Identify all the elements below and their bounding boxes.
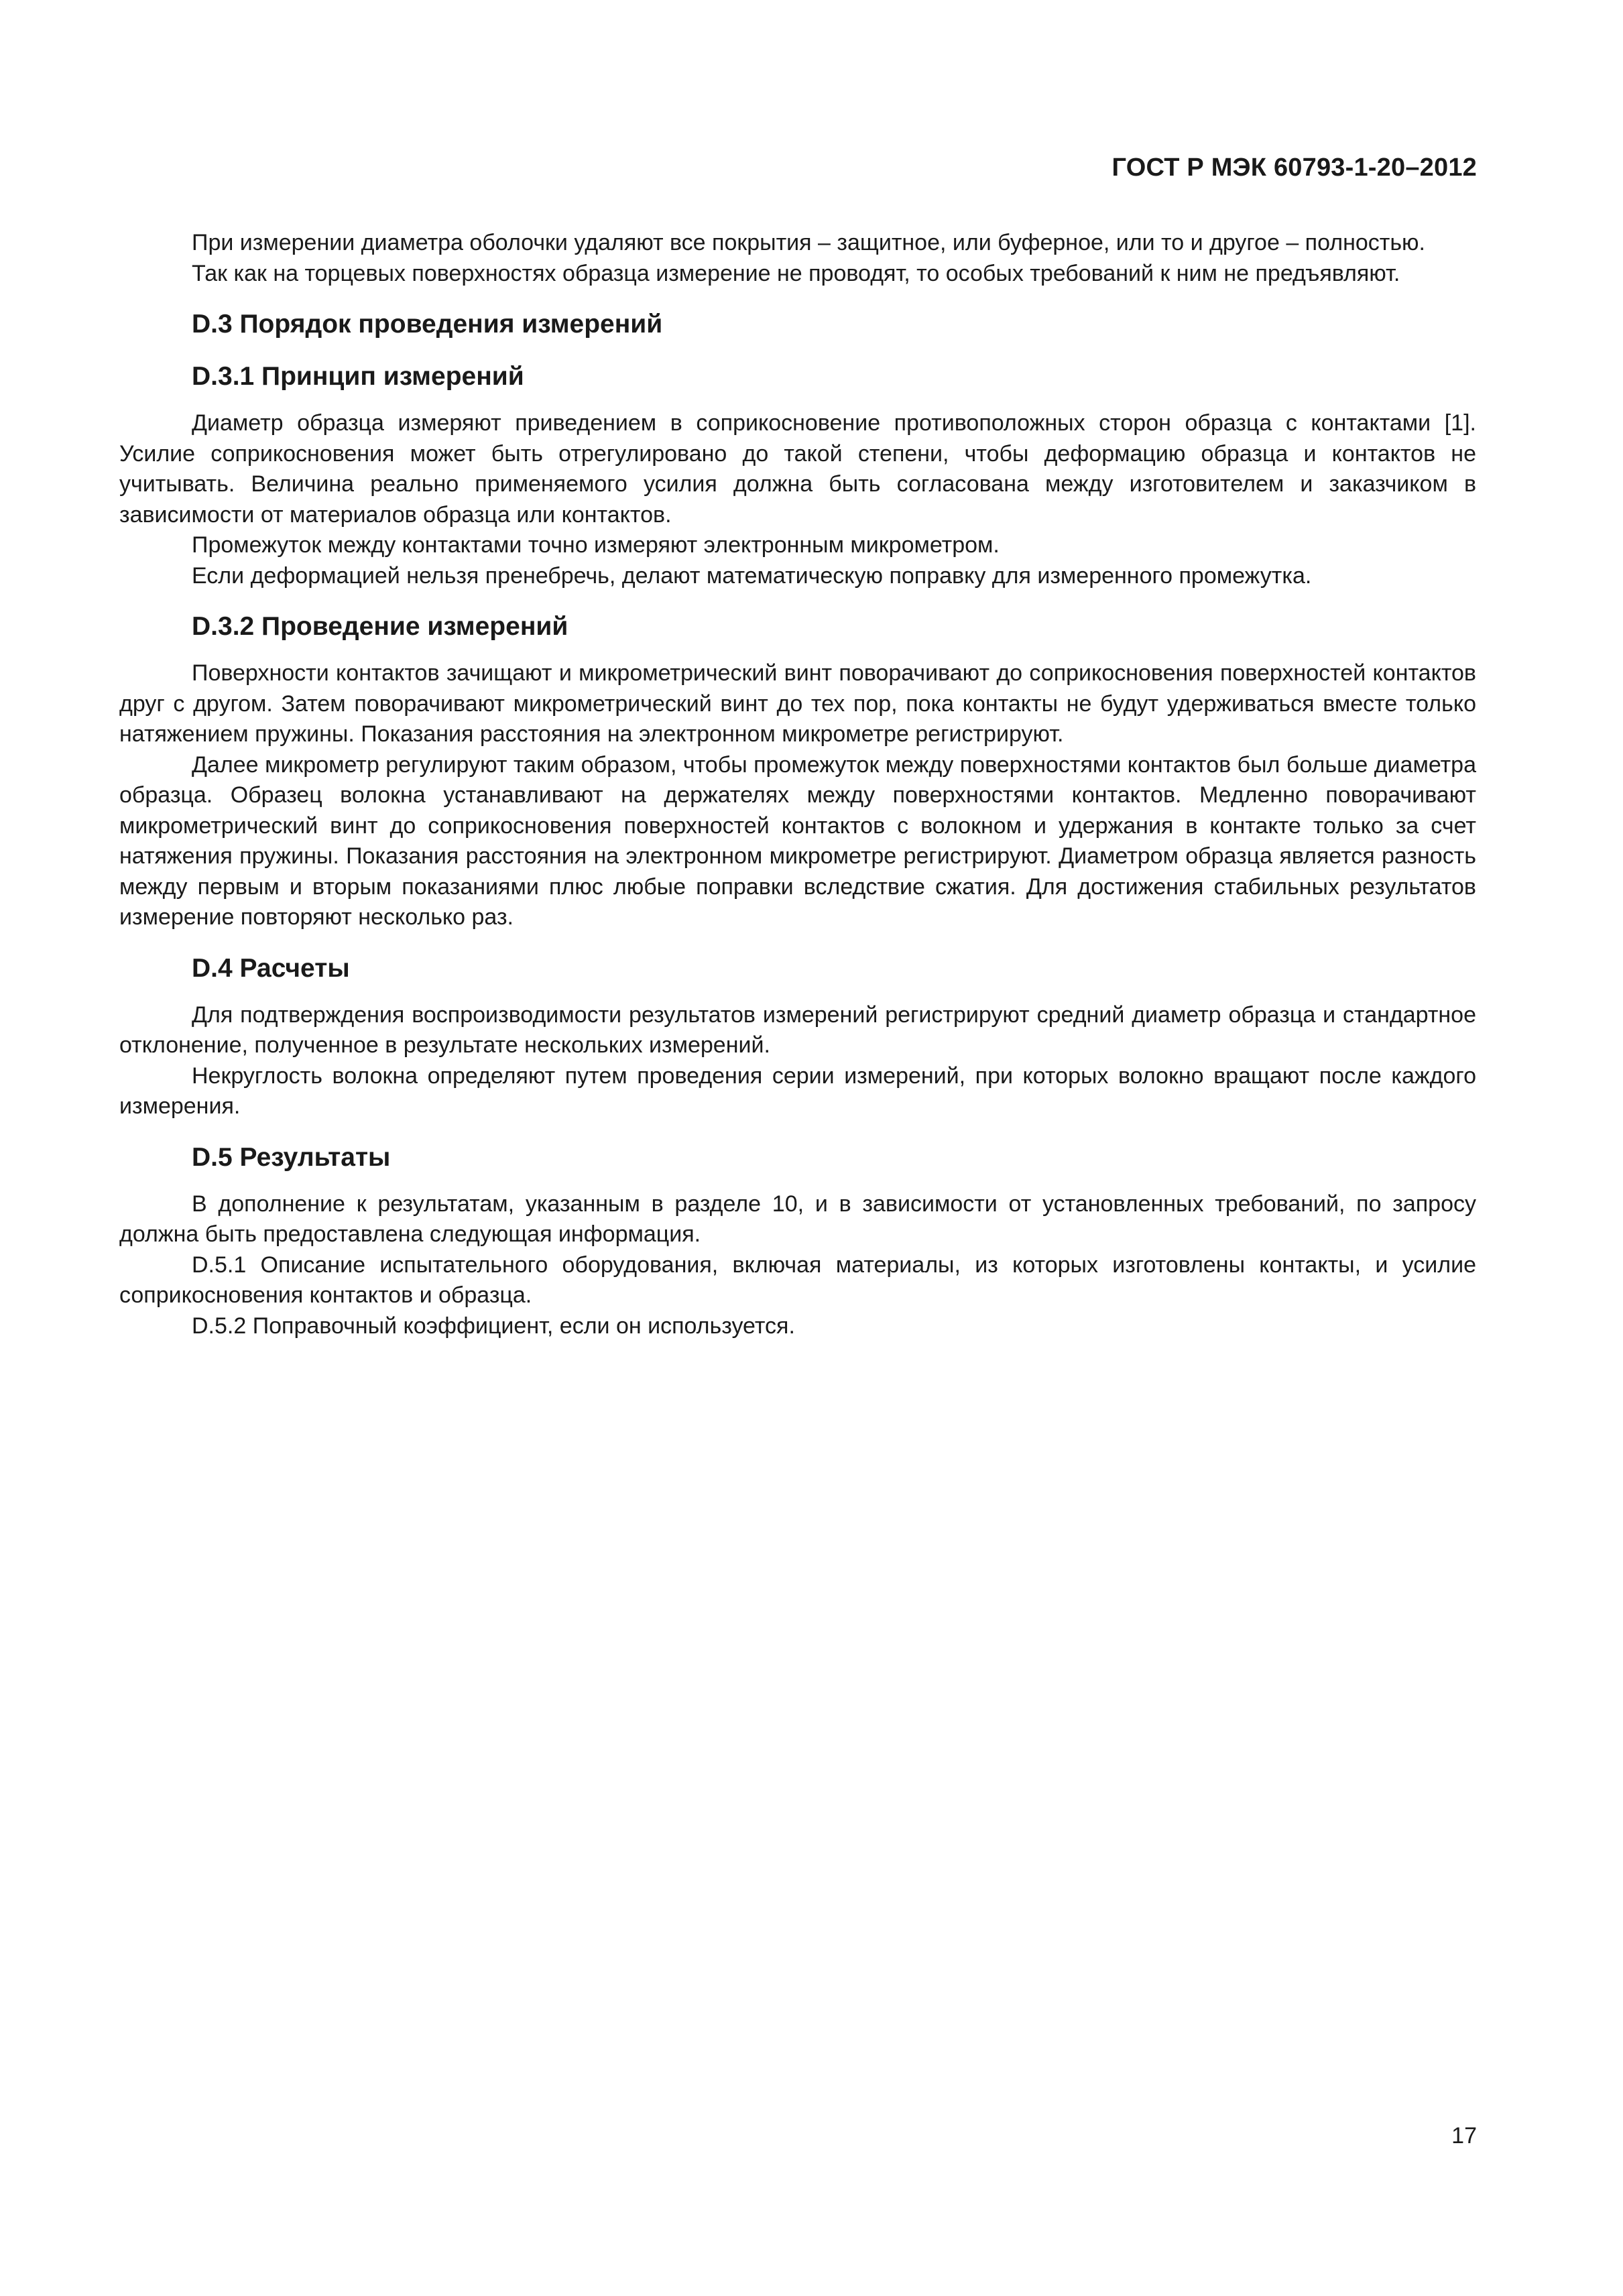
section-heading: D.3.1 Принцип измерений (192, 362, 524, 391)
section-heading: D.4 Расчеты (192, 953, 350, 983)
document-code-header: ГОСТ Р МЭК 60793-1-20–2012 (1111, 154, 1477, 182)
paragraph: Диаметр образца измеряют приведением в соприкосновение противоположных сторон образца с контактами [1]. Усилие соприкосновения может быть отрегулировано до такой степени, чтобы деформацию образца и контактов не учитывать. Величина реально применяемого усилия должна быть согласована между изготовителем и заказчиком в зависимости от материалов образца или контактов. (119, 410, 1476, 528)
paragraph: Если деформацией нельзя пренебречь, делают математическую поправку для измеренного промежутка. (192, 562, 1312, 589)
section-heading: D.3.2 Проведение измерений (192, 612, 568, 641)
paragraph: D.5.1 Описание испытательного оборудования, включая материалы, из которых изготовлены контакты, и усилие соприкосновения контактов и образца. (119, 1252, 1476, 1308)
document-body (119, 228, 1476, 1341)
paragraph: D.5.2 Поправочный коэффициент, если он используется. (192, 1313, 795, 1339)
paragraph: Поверхности контактов зачищают и микрометрический винт поворачивают до соприкосновения поверхностей контактов друг с другом. Затем поворачивают микрометрический винт до тех пор, пока контакты не будут удерживаться вместе только натяжением пружины. Показания расстояния на электронном микрометре регистрируют. (119, 660, 1476, 747)
paragraph: Промежуток между контактами точно измеряют электронным микрометром. (192, 532, 1000, 558)
paragraph: Так как на торцевых поверхностях образца измерение не проводят, то особых требований к ним не предъявляют. (192, 260, 1400, 286)
paragraph: При измерении диаметра оболочки удаляют все покрытия – защитное, или буферное, или то и другое – полностью. (192, 230, 1426, 255)
page-number: 17 (1451, 2123, 1477, 2149)
paragraph: В дополнение к результатам, указанным в разделе 10, и в зависимости от установленных требований, по запросу должна быть предоставлена следующая информация. (119, 1191, 1476, 1247)
section-heading: D.3 Порядок проведения измерений (192, 310, 663, 339)
section-heading: D.5 Результаты (192, 1142, 391, 1172)
paragraph: Некруглость волокна определяют путем проведения серии измерений, при которых волокно вращают после каждого измерения. (119, 1063, 1476, 1119)
paragraph: Далее микрометр регулируют таким образом, чтобы промежуток между поверхностями контактов был больше диаметра образца. Образец волокна устанавливают на держателях между поверхностями контактов. Медленно поворачивают микрометрический винт до соприкосновения поверхностей контактов с волокном и удержания в контакте только за счет натяжения пружины. Показания расстояния на электронном микрометре регистрируют. Диаметром образца является разность между первым и вторым показаниями плюс любые поправки вследствие сжатия. Для достижения стабильных результатов измерение повторяют несколько раз. (119, 751, 1476, 930)
paragraph: Для подтверждения воспроизводимости результатов измерений регистрируют средний диаметр образца и стандартное отклонение, полученное в результате нескольких измерений. (119, 1002, 1476, 1058)
